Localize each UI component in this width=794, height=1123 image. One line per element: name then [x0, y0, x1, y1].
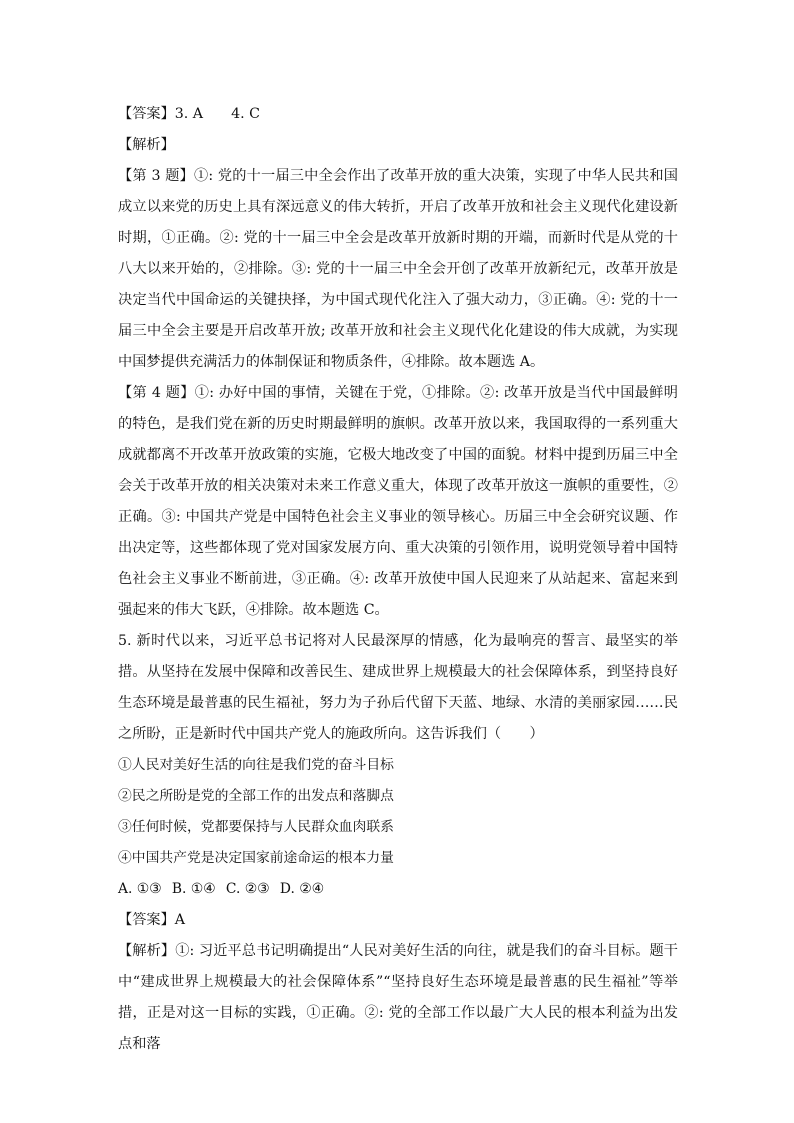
q5-option-2: ②民之所盼是党的全部工作的出发点和落脚点 [118, 788, 394, 804]
choice-c: C. ②③ [225, 881, 270, 897]
q5-option-1: ①人民对美好生活的向往是我们党的奋斗目标 [118, 757, 394, 773]
q5-answer: 【答案】A [118, 912, 185, 928]
answer-line-q3-q4 [118, 99, 678, 130]
q5-option-4: ④中国共产党是决定国家前途命运的根本力量 [118, 850, 394, 866]
q3-analysis-paragraph: 【第 3 题】①: 党的十一届三中全会作出了改革开放的重大决策，实现了中华人民共和国成立以来党的历史上具有深远意义的伟大转折，开启了改革开放和社会主义现代化建设新时期，①正确。②: 党的十一届三中全会是改革开放新时期的开端，而新时代是从党的十八大以来开始的，②排除。③: 党的十一届三中全会开创了改革开放新纪元，改革开放是决定当代中国命运的关键抉择，为中国式现代化注入了强大动力，③正确。④: 党的十一届三中全会主要是开启改革开放; 改革开放和社会主义现代化化建设的伟大成就，为实现中国梦提供充满活力的体制保证和物质条件，④排除。故本题选 A。 [118, 168, 678, 370]
answer-label: 【答案】 [118, 106, 175, 122]
q5-question-stem: 5. 新时代以来，习近平总书记将对人民最深厚的情感，化为最响亮的誓言、最坚实的举措。从坚持在发展中保障和改善民生、建成世界上规模最大的社会保障体系，到坚持良好生态环境是最普惠的民生福祉，努力为子孙后代留下天蓝、地绿、水清的美丽家园……民之所盼，正是新时代中国共产党人的施政所向。这告诉我们（ ） [118, 633, 678, 742]
choice-d: D. ②④ [279, 881, 324, 897]
answer-q3: 3. A [174, 106, 204, 122]
q4-analysis-paragraph: 【第 4 题】①: 办好中国的事情，关键在于党，①排除。②: 改革开放是当代中国最鲜明的特色，是我们党在新的历史时期最鲜明的旗帜。改革开放以来，我国取得的一系列重大成就都离不开改革开放政策的实施，它极大地改变了中国的面貌。材料中提到历届三中全会关于改革开放的相关决策对未来工作意义重大，体现了改革开放这一旗帜的重要性，②正确。③: 中国共产党是中国特色社会主义事业的领导核心。历届三中全会研究议题、作出决定等，这些都体现了党对国家发展方向、重大决策的引领作用，说明党领导着中国特色社会主义事业不断前进，③正确。④: 改革开放使中国人民迎来了从站起来、富起来到强起来的伟大飞跃，④排除。故本题选 C。 [118, 385, 678, 618]
q5-analysis-paragraph: 【解析】①: 习近平总书记明确提出“人民对美好生活的向往，就是我们的奋斗目标。题干中“建成世界上规模最大的社会保障体系”“坚持良好生态环境是最普惠的民生福祉”等举措，正是对这一目标的实践，①正确。②: 党的全部工作以最广大人民的根本利益为出发点和落 [118, 943, 678, 1052]
analysis-heading: 【解析】 [118, 137, 175, 153]
document-content [118, 99, 678, 1060]
q5-choices [118, 874, 678, 905]
q5-option-3: ③任何时候，党都要保持与人民群众血肉联系 [118, 819, 394, 835]
choice-a: A. ①③ [118, 881, 162, 897]
answer-q4: 4. C [231, 106, 260, 122]
choice-b: B. ①④ [171, 881, 216, 897]
